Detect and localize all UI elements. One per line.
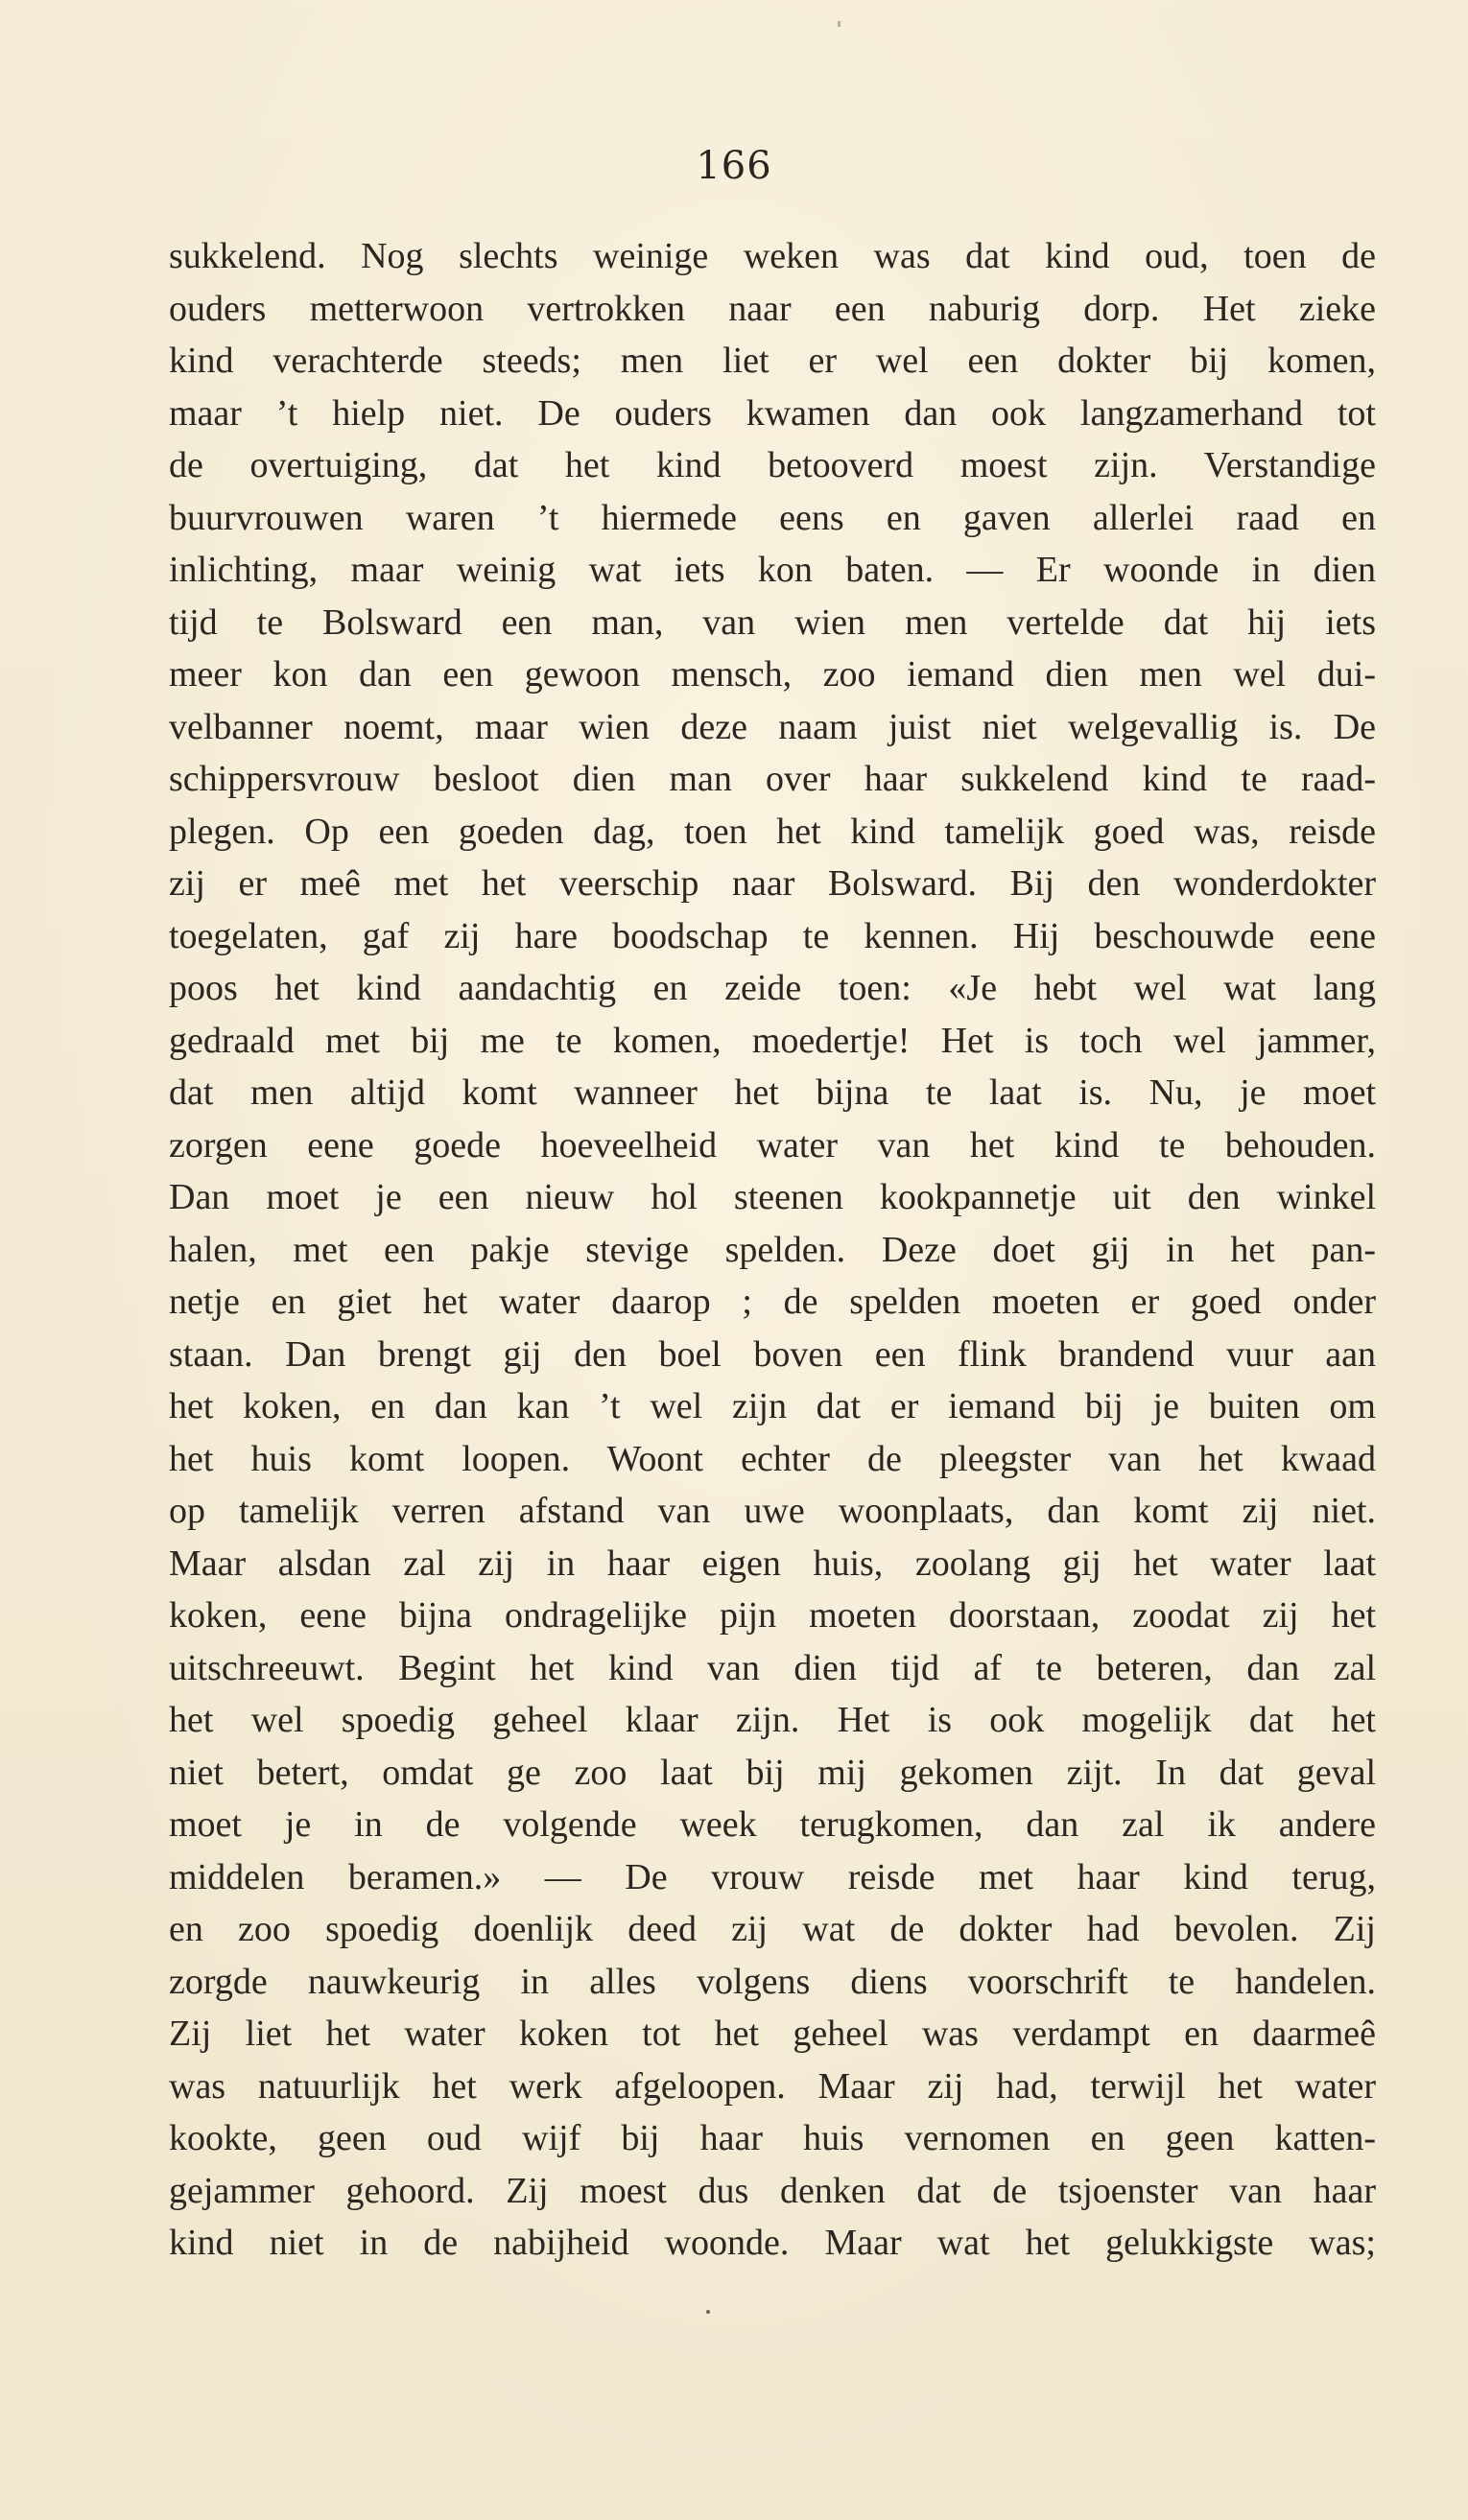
text-line: staan. Dan brengt gij den boel boven een flink brandend vuur aan (169, 1333, 1376, 1375)
text-line: de overtuiging, dat het kind betooverd moest zijn. Verstandige (169, 445, 1376, 485)
text-line: niet betert, omdat ge zoo laat bij mij gekomen zijt. In dat geval (169, 1752, 1376, 1793)
text-line: op tamelijk verren afstand van uwe woonplaats, dan komt zij niet. (169, 1491, 1376, 1531)
print-dot (706, 2310, 710, 2314)
page-number: 166 (696, 144, 772, 188)
text-line: dat men altijd komt wanneer het bijna te laat is. Nu, je moet (169, 1072, 1376, 1113)
text-line: zorgen eene goede hoeveelheid water van het kind te behouden. (169, 1124, 1376, 1166)
text-line: gedraald met bij me te komen, moedertje! Het is toch wel jammer, (169, 1020, 1376, 1061)
text-line: velbanner noemt, maar wien deze naam juist niet welgevallig is. De (169, 706, 1376, 747)
text-line: uitschreeuwt. Begint het kind van dien tijd af te beteren, dan zal (169, 1647, 1376, 1688)
text-line: kind niet in de nabijheid woonde. Maar wat het gelukkigste was; (169, 2223, 1376, 2263)
text-line: schippersvrouw besloot dien man over haar sukkelend kind te raad- (169, 759, 1376, 799)
text-line: zorgde nauwkeurig in alles volgens diens voorschrift te handelen. (169, 1961, 1376, 2002)
text-line: het wel spoedig geheel klaar zijn. Het is ook mogelijk dat het (169, 1700, 1376, 1740)
text-line: moet je in de volgende week terugkomen, dan zal ik andere (169, 1804, 1376, 1845)
text-line: tijd te Bolsward een man, van wien men vertelde dat hij iets (169, 601, 1376, 643)
text-line: ouders metterwoon vertrokken naar een naburig dorp. Het zieke (169, 288, 1376, 329)
text-line: sukkelend. Nog slechts weinige weken was dat kind oud, toen de (169, 236, 1376, 276)
text-line: inlichting, maar weinig wat iets kon baten. — Er woonde in dien (169, 550, 1376, 590)
text-line: was natuurlijk het werk afgeloopen. Maar zij had, terwijl het water (169, 2065, 1376, 2107)
text-line: het huis komt loopen. Woont echter de pleegster van het kwaad (169, 1438, 1376, 1479)
text-line: netje en giet het water daarop ; de spelden moeten er goed onder (169, 1282, 1376, 1322)
text-line: maar ’t hielp niet. De ouders kwamen dan ook langzamerhand tot (169, 392, 1376, 434)
body-text (169, 230, 1376, 2270)
text-line: gejammer gehoord. Zij moest dus denken dat de tsjoenster van haar (169, 2170, 1376, 2211)
text-line: kookte, geen oud wijf bij haar huis vernomen en geen katten- (169, 2118, 1376, 2158)
text-line: middelen beramen.» — De vrouw reisde met haar kind terug, (169, 1856, 1376, 1897)
text-line: Zij liet het water koken tot het geheel was verdampt en daarmeê (169, 2014, 1376, 2054)
text-line: kind verachterde steeds; men liet er wel een dokter bij komen, (169, 341, 1376, 381)
text-line: plegen. Op een goeden dag, toen het kind tamelijk goed was, reisde (169, 811, 1376, 852)
text-line: koken, eene bijna ondragelijke pijn moeten doorstaan, zoodat zij het (169, 1595, 1376, 1636)
text-line: Dan moet je een nieuw hol steenen kookpannetje uit den winkel (169, 1177, 1376, 1217)
text-line: toegelaten, gaf zij hare boodschap te kennen. Hij beschouwde eene (169, 915, 1376, 956)
text-line: Maar alsdan zal zij in haar eigen huis, zoolang gij het water laat (169, 1543, 1376, 1584)
text-line: en zoo spoedig doenlijk deed zij wat de dokter had bevolen. Zij (169, 1909, 1376, 1949)
text-line: meer kon dan een gewoon mensch, zoo iemand dien men wel dui- (169, 654, 1376, 695)
text-line: halen, met een pakje stevige spelden. Deze doet gij in het pan- (169, 1229, 1376, 1270)
text-line: het koken, en dan kan ’t wel zijn dat er iemand bij je buiten om (169, 1386, 1376, 1426)
text-line: buurvrouwen waren ’t hiermede eens en gaven allerlei raad en (169, 497, 1376, 538)
text-line: zij er meê met het veerschip naar Bolsward. Bij den wonderdokter (169, 863, 1376, 904)
print-speck (838, 21, 841, 27)
text-line: poos het kind aandachtig en zeide toen: «Je hebt wel wat lang (169, 968, 1376, 1008)
